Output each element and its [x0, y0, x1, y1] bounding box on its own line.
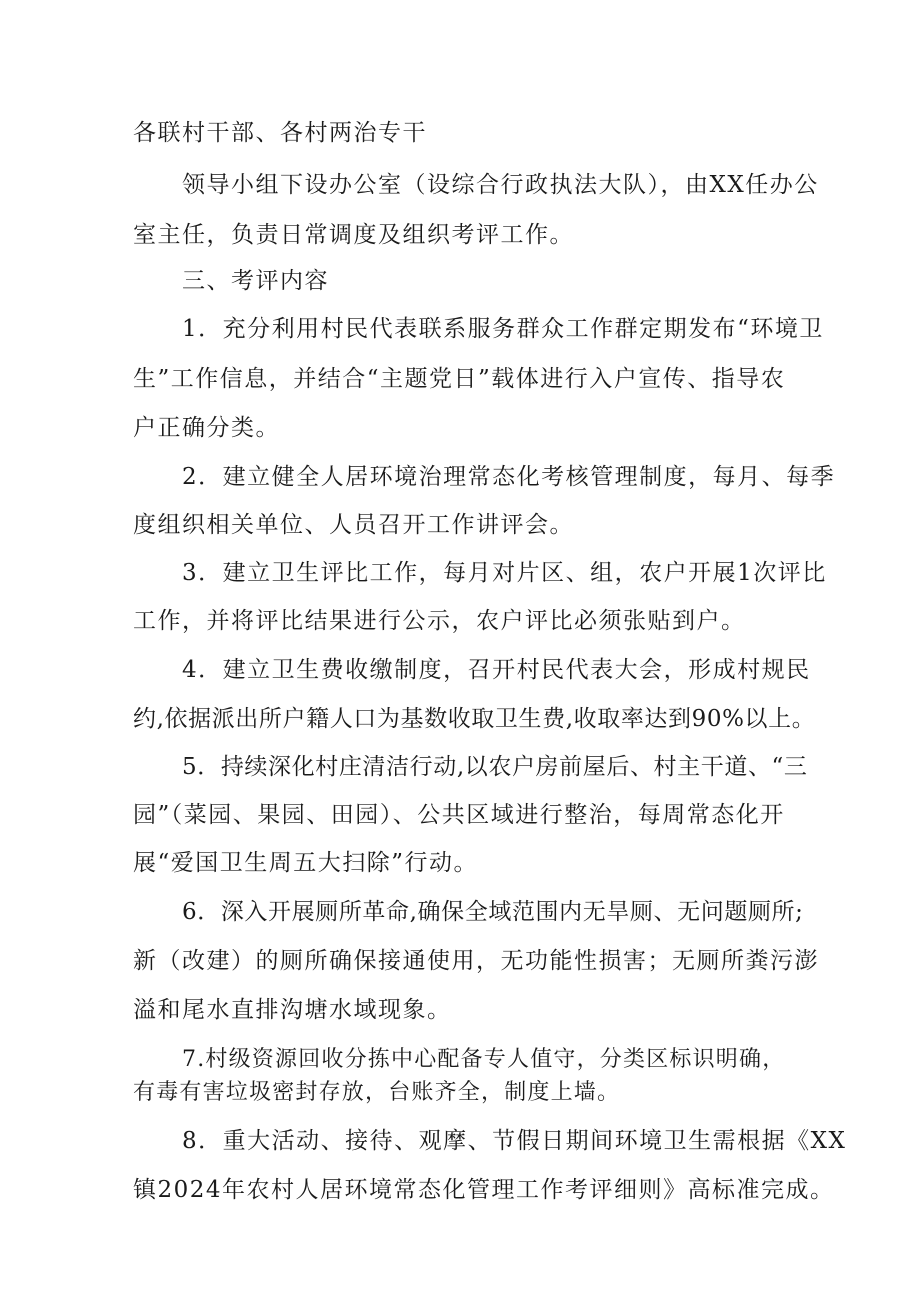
text-line: 1．充分利用村民代表联系服务群众工作群定期发布“环境卫 [182, 316, 824, 342]
text-line: 8．重大活动、接待、观摩、节假日期间环境卫生需根据《XX [182, 1128, 847, 1154]
text-line: 4．建立卫生费收缴制度，召开村民代表大会，形成村规民 [182, 657, 811, 683]
text-line: 新（改建）的厕所确保接通使用，无功能性损害；无厕所粪污澎 [133, 948, 819, 974]
text-line: 3．建立卫生评比工作，每月对片区、组，农户开展1次评比 [182, 560, 827, 586]
text-line: 户正确分类。 [133, 415, 280, 441]
text-line: 6．深入开展厕所革命,确保全域范围内无旱厕、无问题厕所; [182, 899, 804, 925]
text-line: 5．持续深化村庄清洁行动,以农户房前屋后、村主干道、“三 [182, 754, 808, 780]
section-heading: 三、考评内容 [182, 268, 329, 294]
text-line: 展“爱国卫生周五大扫除”行动。 [133, 850, 479, 876]
text-line: 镇2024年农村人居环境常态化管理工作考评细则》高标准完成。 [133, 1177, 835, 1203]
text-line: 有毒有害垃圾密封存放，台账齐全，制度上墙。 [133, 1080, 621, 1105]
text-line: 室主任，负责日常调度及组织考评工作。 [133, 222, 574, 248]
text-line: 2．建立健全人居环境治理常态化考核管理制度，每月、每季 [182, 464, 836, 490]
text-line: 生”工作信息，并结合“主题党日”载体进行入户宣传、指导农 [133, 366, 786, 392]
text-line: 度组织相关单位、人员召开工作讲评会。 [133, 512, 574, 538]
text-line: 园”（菜园、果园、田园）、公共区域进行整治，每周常态化开 [133, 802, 785, 828]
text-line: 7.村级资源回收分拣中心配备专人值守，分类区标识明确， [182, 1047, 786, 1072]
text-line: 溢和尾水直排沟塘水域现象。 [133, 997, 452, 1023]
text-line: 约,依据派出所户籍人口为基数收取卫生费,收取率达到90%以上。 [133, 706, 816, 732]
text-line: 各联村干部、各村两治专干 [133, 120, 427, 146]
text-line: 工作，并将评比结果进行公示，农户评比必须张贴到户。 [133, 608, 746, 634]
text-line: 领导小组下设办公室（设综合行政执法大队），由XX任办公 [182, 172, 819, 198]
